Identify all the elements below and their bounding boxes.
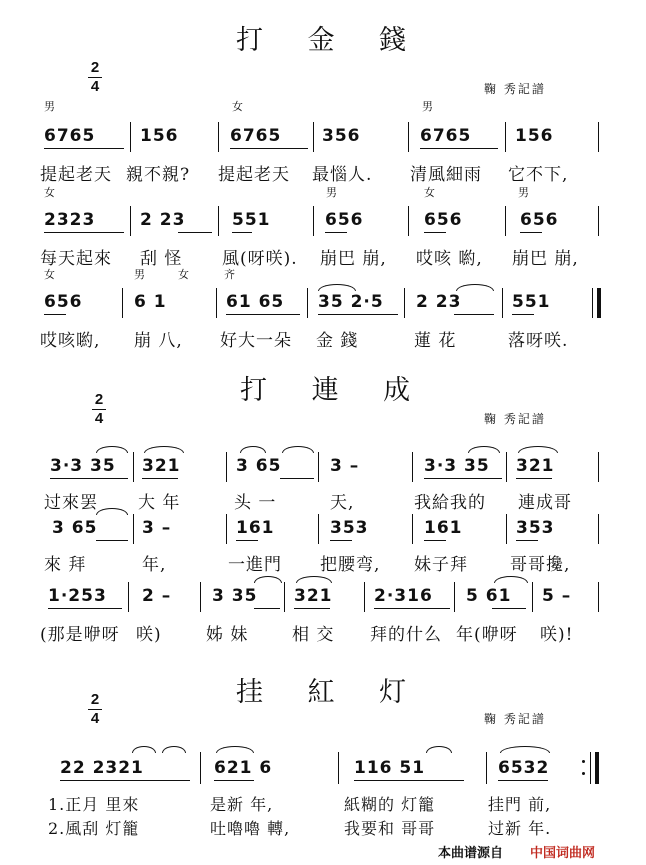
lyric-text: 落呀咲. [508,331,569,351]
part-label: 男 [134,268,145,281]
part-label: 男 [422,100,433,113]
measure-notes: 2323 [44,210,96,230]
lyric-text: 我給我的 [414,493,486,513]
measure-notes: 6765 [420,126,472,146]
underline-beam [516,540,538,541]
measure-notes: 656 [520,210,559,230]
measure-notes: 35 2·5 [318,292,384,312]
lyric-text: 好大一朵 [220,331,292,351]
lyric-text: 蓮 花 [414,331,457,351]
final-barline [592,288,593,318]
lyric-text: 風(呀咲). [222,249,298,269]
verse2-lyric: 2.風刮 灯籠 [48,819,140,838]
repeat-barline [595,752,599,784]
underline-beam [492,608,526,609]
barline [505,206,506,236]
underline-beam [420,148,498,149]
lyric-text: 清風細雨 [410,165,482,185]
measure-notes: 5 – [542,586,572,606]
lyric-text: 年(咿呀 [456,625,518,645]
measure-notes: 3 – [330,456,360,476]
barline [408,122,409,152]
barline [506,514,507,544]
barline [598,582,599,612]
part-label: 男 [518,186,529,199]
underline-beam [325,232,347,233]
slur [518,446,558,453]
measure-notes: 2·316 [374,586,433,606]
part-label: 齐 [224,268,235,281]
measure-notes: 3·3 35 [50,456,116,476]
underline-beam [44,148,124,149]
underline-beam [330,540,352,541]
underline-beam [318,314,398,315]
barline [505,122,506,152]
underline-beam [424,232,446,233]
barline [130,206,131,236]
measure-notes: 22 2321 [60,758,144,778]
lyric-text: 把腰弯, [320,555,381,575]
lyric-text: 大 年 [138,493,181,513]
barline [454,582,455,612]
part-label: 女 [44,186,55,199]
lyric-text: 过來罢 [44,493,98,513]
barline [313,122,314,152]
lyric-text: 連成哥 [518,493,572,513]
slur [254,576,282,583]
barline [130,122,131,152]
lyric-text: 一進門 [228,555,282,575]
measure-notes: 2 – [142,586,172,606]
song2-time-signature: 2 4 [92,392,106,427]
barline [598,514,599,544]
footer-site-link[interactable]: 中国词曲网 [530,845,596,860]
lyric-text: 每天起來 [40,249,112,269]
measure-notes: 3 35 [212,586,258,606]
barline [218,122,219,152]
song3-credit: 鞠 秀記譜 [484,712,546,726]
barline [218,206,219,236]
underline-beam [232,232,252,233]
underline-beam [374,608,450,609]
verse1-lyric: 1.正月 里來 [48,795,140,814]
song3-title: 挂 紅 灯 [236,677,425,708]
underline-beam [424,478,502,479]
lyric-text: 相 交 [292,625,335,645]
lyric-text: 金 錢 [316,331,359,351]
measure-notes: 1·253 [48,586,107,606]
lyric-text: 最惱人. [312,165,373,185]
song2-credit: 鞠 秀記譜 [484,412,546,426]
song3-time-signature: 2 4 [88,692,102,727]
barline [404,288,405,318]
slur [216,746,254,753]
slur [426,746,452,753]
lyric-text: 崩巴 崩, [320,249,387,269]
measure-notes: 161 [424,518,463,538]
underline-beam [214,780,254,781]
underline-beam [48,608,122,609]
barline [200,752,201,784]
slur [162,746,186,753]
song1-time-signature: 2 4 [88,60,102,95]
slur [468,446,500,453]
underline-beam [294,608,330,609]
lyric-text: 哎咳 喲, [416,249,483,269]
measure-notes: 321 [516,456,555,476]
verse2-lyric: 吐嚕嚕 轉, [210,819,291,838]
lyric-text: 崩 八, [134,331,183,351]
barline [200,582,201,612]
barline [284,582,285,612]
song1-title: 打 金 錢 [236,25,425,56]
measure-notes: 656 [424,210,463,230]
song1-credit: 鞠 秀記譜 [484,82,546,96]
slur [144,446,184,453]
barline [128,582,129,612]
barline [412,514,413,544]
barline [318,514,319,544]
measure-notes: 161 [236,518,275,538]
measure-notes: 621 6 [214,758,273,778]
underline-beam [96,540,128,541]
verse2-lyric: 过新 年. [488,819,552,838]
slur [282,446,314,453]
slur [318,284,356,291]
barline [318,452,319,482]
part-label: 女 [44,268,55,281]
lyric-text: 年, [142,555,167,575]
underline-beam [44,232,124,233]
verse1-lyric: 挂門 前, [488,795,552,814]
lyric-text: 妹子拜 [414,555,468,575]
measure-notes: 656 [44,292,83,312]
measure-notes: 356 [322,126,361,146]
underline-beam [280,478,314,479]
barline [226,514,227,544]
measure-notes: 6765 [230,126,282,146]
repeat-barline [590,752,591,784]
measure-notes: 6765 [44,126,96,146]
barline [598,122,599,152]
repeat-dot [582,760,585,763]
lyric-text: 提起老天 [218,165,290,185]
barline [506,452,507,482]
underline-beam [254,608,280,609]
lyric-text: 咲)! [540,625,574,645]
barline [133,452,134,482]
barline [502,288,503,318]
lyric-text: 哥哥攙, [510,555,571,575]
measure-notes: 3·3 35 [424,456,490,476]
measure-notes: 3 – [142,518,172,538]
underline-beam [424,540,446,541]
final-barline [597,288,601,318]
lyric-text: 头 一 [234,493,277,513]
lyric-text: 崩巴 崩, [512,249,579,269]
barline [532,582,533,612]
repeat-dot [582,772,585,775]
measure-notes: 551 [512,292,551,312]
underline-beam [142,478,178,479]
barline [133,514,134,544]
barline [122,288,123,318]
barline [412,452,413,482]
barline [598,452,599,482]
lyric-text: 它不下, [508,165,569,185]
underline-beam [236,540,258,541]
underline-beam [50,478,128,479]
measure-notes: 3 65 [52,518,98,538]
underline-beam [230,148,308,149]
barline [338,752,339,784]
lyric-text: 哎咳喲, [40,331,101,351]
underline-beam [60,780,190,781]
measure-notes: 116 51 [354,758,426,778]
verse2-lyric: 我要和 哥哥 [344,819,436,838]
lyric-text: 提起老天 [40,165,112,185]
underline-beam [498,780,548,781]
song2-title: 打 連 成 [240,375,429,406]
slur [96,446,128,453]
barline [216,288,217,318]
lyric-text: 來 拜 [44,555,87,575]
lyric-text: 刮 怪 [140,249,183,269]
part-label: 女 [178,268,189,281]
part-label: 男 [44,100,55,113]
measure-notes: 5 61 [466,586,512,606]
slur [456,284,494,291]
footer-source-note: 本曲谱源自 [438,845,504,860]
measure-notes: 156 [515,126,554,146]
part-label: 男 [326,186,337,199]
barline [313,206,314,236]
measure-notes: 6532 [498,758,550,778]
barline [226,452,227,482]
measure-notes: 656 [325,210,364,230]
barline [307,288,308,318]
measure-notes: 353 [516,518,555,538]
barline [364,582,365,612]
underline-beam [454,314,494,315]
underline-beam [354,780,464,781]
lyric-text: 拜的什么 [370,625,442,645]
slur [494,576,528,583]
measure-notes: 321 [142,456,181,476]
measure-notes: 551 [232,210,271,230]
barline [408,206,409,236]
lyric-text: 咲) [136,625,162,645]
underline-beam [44,314,66,315]
measure-notes: 3 65 [236,456,282,476]
measure-notes: 156 [140,126,179,146]
part-label: 女 [424,186,435,199]
verse1-lyric: 紙糊的 灯籠 [344,795,436,814]
verse1-lyric: 是新 年, [210,795,274,814]
underline-beam [520,232,542,233]
lyric-text: 姊 妹 [206,625,249,645]
slur [296,576,332,583]
slur [132,746,156,753]
measure-notes: 353 [330,518,369,538]
barline [486,752,487,784]
measure-notes: 2 23 [140,210,186,230]
slur [500,746,550,753]
measure-notes: 6 1 [134,292,167,312]
measure-notes: 321 [294,586,333,606]
slur [96,508,128,515]
measure-notes: 2 23 [416,292,462,312]
barline [598,206,599,236]
underline-beam [178,232,212,233]
underline-beam [226,314,300,315]
part-label: 女 [232,100,243,113]
lyric-text: 天, [330,493,355,513]
underline-beam [512,314,534,315]
measure-notes: 61 65 [226,292,285,312]
lyric-text: (那是咿呀 [40,625,120,645]
slur [240,446,266,453]
underline-beam [516,478,552,479]
lyric-text: 親不親? [126,165,191,185]
